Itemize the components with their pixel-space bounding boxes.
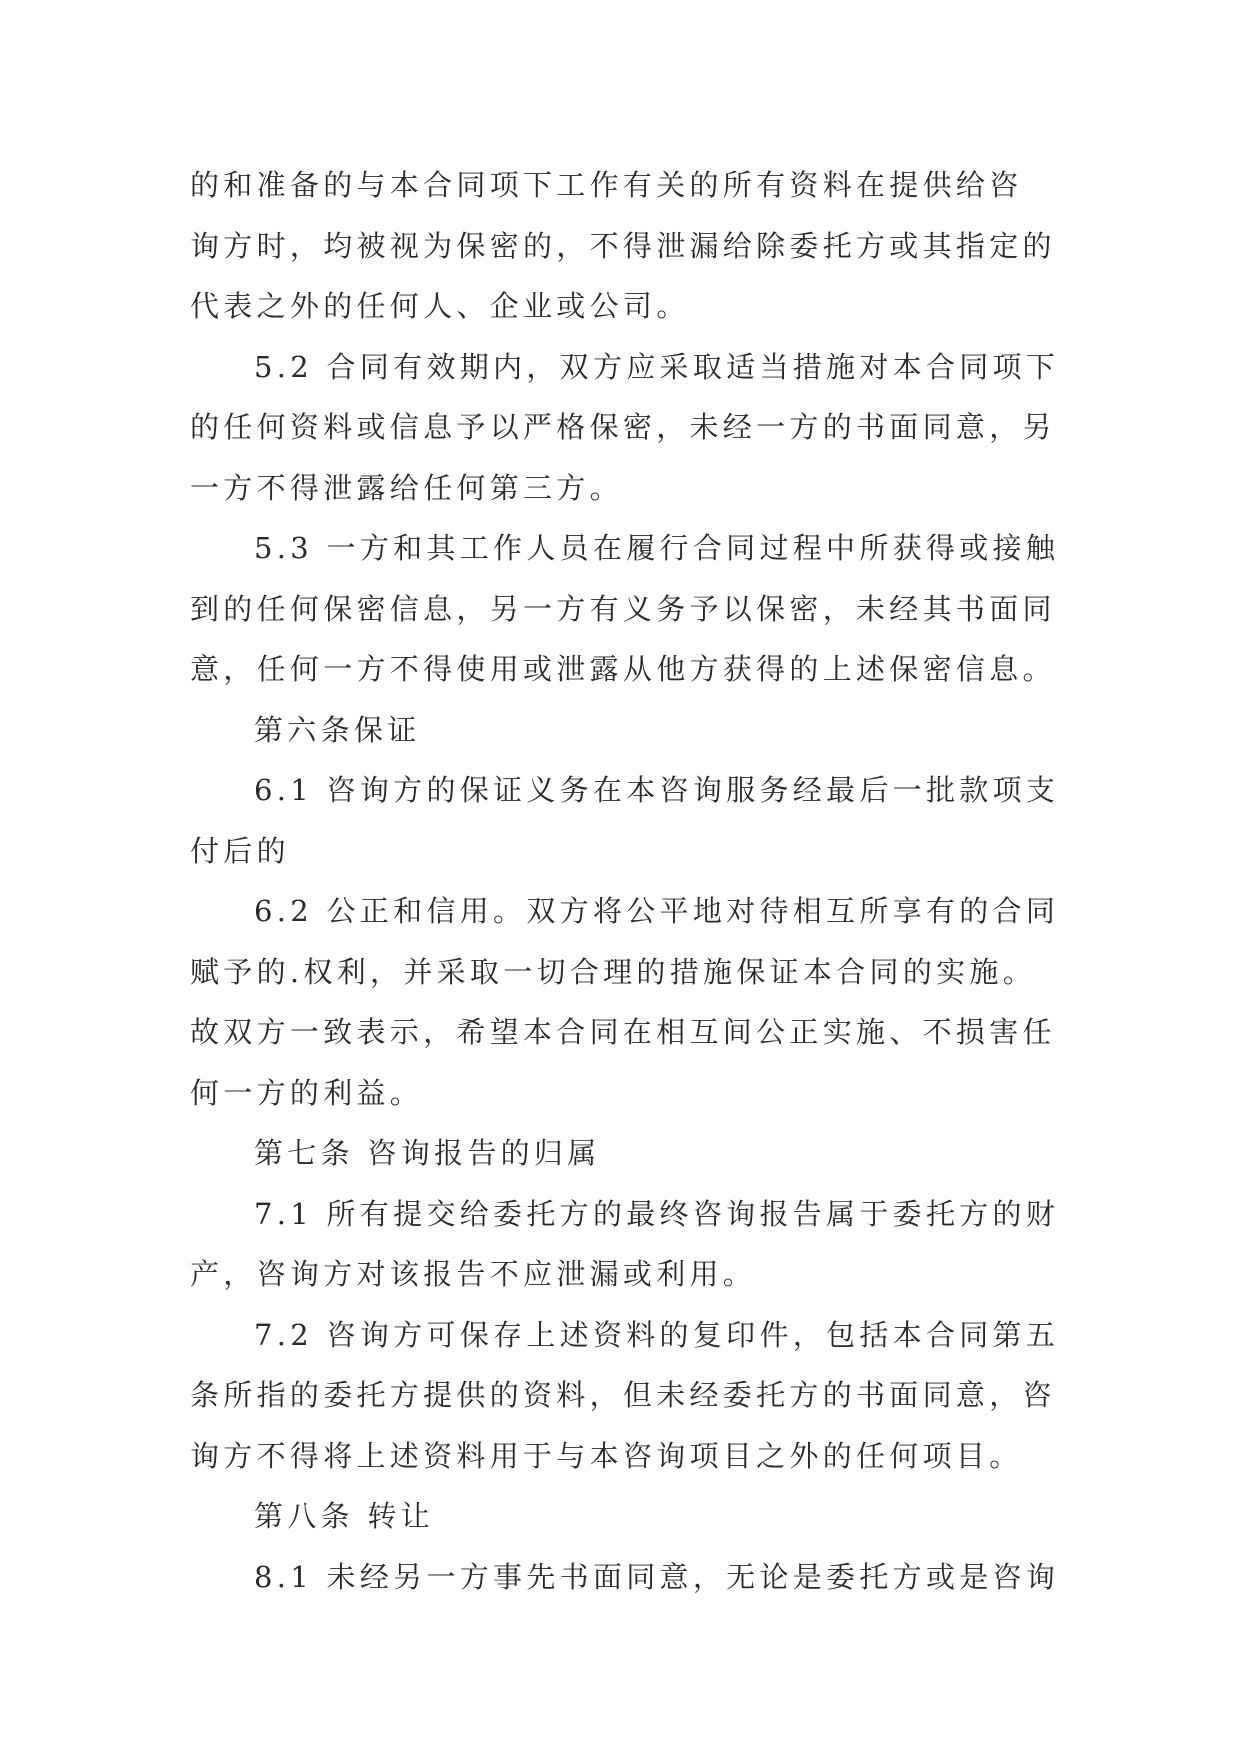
clause-7-1: 7.1 所有提交给委托方的最终咨询报告属于委托方的财 <box>254 1196 1060 1231</box>
clause-6-2: 6.2 公正和信用。双方将公平地对待相互所享有的合同 <box>254 894 1060 928</box>
text-line: 赋予的.权利，并采取一切合理的措施保证本合同的实施。 <box>190 954 1037 989</box>
article-6-heading: 第六条保证 <box>254 712 421 747</box>
text-line: 一方不得泄露给任何第三方。 <box>190 470 623 505</box>
text-line: 意，任何一方不得使用或泄露从他方获得的上述保密信息。 <box>190 652 1056 686</box>
contract-text <box>190 155 1090 1607</box>
clause-6-1: 6.1 咨询方的保证义务在本咨询服务经最后一批款项支 <box>254 773 1060 807</box>
text-line: 询方不得将上述资料用于与本咨询项目之外的任何项目。 <box>190 1438 1023 1473</box>
text-line: 何一方的利益。 <box>190 1075 424 1110</box>
article-7-heading: 第七条 咨询报告的归属 <box>254 1136 601 1170</box>
text-line: 的和准备的与本合同项下工作有关的所有资料在提供给咨 <box>190 168 1023 202</box>
clause-5-3: 5.3 一方和其工作人员在履行合同过程中所获得或接触 <box>254 531 1060 565</box>
text-line: 代表之外的任何人、企业或公司。 <box>190 289 690 323</box>
text-line: 询方时，均被视为保密的，不得泄漏给除委托方或其指定的 <box>190 228 1056 263</box>
clause-5-2: 5.2 合同有效期内，双方应采取适当措施对本合同项下 <box>254 349 1060 384</box>
text-line: 故双方一致表示，希望本合同在相互间公正实施、不损害任 <box>190 1015 1056 1049</box>
text-line: 到的任何保密信息，另一方有义务予以保密，未经其书面同 <box>190 591 1056 626</box>
text-line: 条所指的委托方提供的资料，但未经委托方的书面同意，咨 <box>190 1378 1056 1412</box>
clause-7-2: 7.2 咨询方可保存上述资料的复印件，包括本合同第五 <box>254 1317 1060 1352</box>
article-8-heading: 第八条 转让 <box>254 1499 435 1533</box>
clause-8-1: 8.1 未经另一方事先书面同意，无论是委托方或是咨询 <box>254 1559 1060 1594</box>
text-line: 产，咨询方对该报告不应泄漏或利用。 <box>190 1257 757 1291</box>
text-line: 的任何资料或信息予以严格保密，未经一方的书面同意，另 <box>190 410 1056 444</box>
text-line: 付后的 <box>190 833 290 868</box>
